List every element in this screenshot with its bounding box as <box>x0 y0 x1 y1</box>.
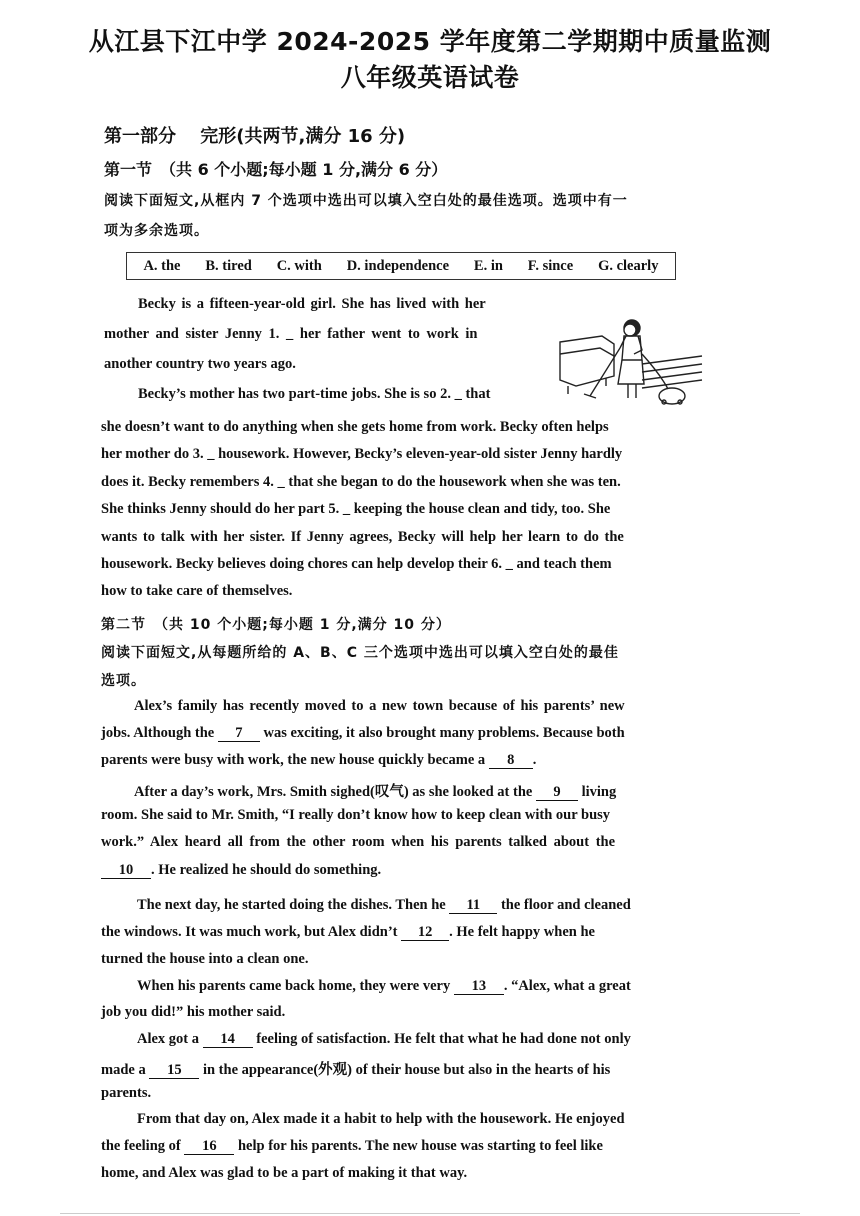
s2-text: . He felt happy when he <box>449 924 595 940</box>
s2-text: the floor and cleaned <box>500 897 631 913</box>
blank-14: 14 <box>203 1032 253 1048</box>
option-a: A. the <box>143 257 181 274</box>
blank-13: 13 <box>454 979 504 995</box>
s1-passage-line: housework. Becky believes doing chores can help develop their 6. _ and teach them <box>101 556 612 572</box>
s2-passage-line: Alex’s family has recently moved to a new town because of his parents’ new <box>134 698 625 714</box>
s2-passage-line: parents. <box>101 1085 152 1101</box>
page-bottom-divider <box>60 1213 800 1214</box>
s2-passage-line: home, and Alex was glad to be a part of making it that way. <box>101 1165 468 1181</box>
s2-passage-line <box>137 1031 631 1048</box>
s2-text: parents were busy with work, the new house quickly became a <box>101 752 486 768</box>
s2-passage-line: turned the house into a clean one. <box>101 951 309 967</box>
s2-text: The next day, he started doing the dishes. Then he <box>137 897 446 913</box>
exam-title-line2: 八年级英语试卷 <box>340 63 520 92</box>
s2-text: made a <box>101 1062 146 1078</box>
s1-passage-line: how to take care of themselves. <box>101 583 293 599</box>
blank-16: 16 <box>184 1139 234 1155</box>
s1-passage-line: She thinks Jenny should do her part 5. _ keeping the house clean and tidy, too. She <box>101 501 611 517</box>
blank-15: 15 <box>149 1063 199 1079</box>
option-b: B. tired <box>205 257 252 274</box>
s2-text: . He realized he should do something. <box>151 862 382 878</box>
s2-text: After a day’s work, Mrs. Smith sighed(叹气) as she looked at the <box>134 784 533 800</box>
s2-text: . “Alex, what a great <box>503 978 631 994</box>
section2-instruction-line1: 阅读下面短文,从每题所给的 A、B、C 三个选项中选出可以填入空白处的最佳 <box>101 645 619 661</box>
blank-10: 10 <box>101 863 151 879</box>
s2-passage-line <box>101 862 381 879</box>
girl-vacuuming-illustration <box>556 314 704 406</box>
options-box <box>126 252 676 280</box>
part1-heading: 第一部分 完形(共两节,满分 16 分) <box>104 126 406 147</box>
s2-passage-line: From that day on, Alex made it a habit to help with the housework. He enjoyed <box>137 1111 625 1127</box>
blank-8: 8 <box>489 753 533 769</box>
s2-passage-line: work.” Alex heard all from the other room when his parents talked about the <box>101 834 616 850</box>
s2-text: help for his parents. The new house was starting to feel like <box>237 1138 603 1154</box>
s2-passage-line: job you did!” his mother said. <box>101 1004 286 1020</box>
s2-passage-line <box>134 780 616 801</box>
s2-text: was exciting, it also brought many problems. Because both <box>263 725 625 741</box>
option-g: G. clearly <box>598 257 659 274</box>
s2-text: feeling of satisfaction. He felt that what he had done not only <box>256 1031 631 1047</box>
s2-passage-line: room. She said to Mr. Smith, “I really don’t know how to keep clean with our busy <box>101 807 611 823</box>
s1-passage-line: does it. Becky remembers 4. _ that she began to do the housework when she was ten. <box>101 474 621 490</box>
s1-passage-line: another country two years ago. <box>104 356 296 372</box>
s2-text: jobs. Although the <box>101 725 215 741</box>
exam-title-line1: 从江县下江中学 2024-2025 学年度第二学期期中质量监测 <box>88 27 772 56</box>
option-d: D. independence <box>346 257 450 274</box>
blank-11: 11 <box>449 898 497 914</box>
option-c: C. with <box>276 257 322 274</box>
section1-instruction-line2: 项为多余选项。 <box>104 223 209 239</box>
section1-heading: 第一节 （共 6 个小题;每小题 1 分,满分 6 分） <box>104 160 448 179</box>
s1-passage-line: she doesn’t want to do anything when she gets home from work. Becky often helps <box>101 419 609 435</box>
s1-passage-line: Becky is a fifteen-year-old girl. She has lived with her <box>138 296 486 312</box>
s1-passage-line: mother and sister Jenny 1. _ her father went to work in <box>104 326 478 342</box>
s2-text: When his parents came back home, they were very <box>137 978 451 994</box>
s1-passage-line: wants to talk with her sister. If Jenny agrees, Becky will help her learn to do the <box>101 529 624 545</box>
section2-instruction-line2: 选项。 <box>101 673 146 689</box>
s2-text: . <box>532 752 537 768</box>
blank-9: 9 <box>536 785 578 801</box>
s1-passage-line: her mother do 3. _ housework. However, Becky’s eleven-year-old sister Jenny hardly <box>101 446 623 462</box>
option-e: E. in <box>473 257 503 274</box>
s2-text: living <box>581 784 617 800</box>
s1-passage-line: Becky’s mother has two part-time jobs. She is so 2. _ that <box>138 386 491 402</box>
option-f: F. since <box>527 257 574 274</box>
s2-text: the feeling of <box>101 1138 181 1154</box>
blank-7: 7 <box>218 726 260 742</box>
blank-12: 12 <box>401 925 449 941</box>
s2-passage-line <box>101 1138 603 1155</box>
s2-passage-line <box>101 725 625 742</box>
s2-text: Alex got a <box>137 1031 200 1047</box>
s2-text: the windows. It was much work, but Alex didn’t <box>101 924 398 940</box>
s2-passage-line <box>101 924 595 941</box>
section1-instruction-line1: 阅读下面短文,从框内 7 个选项中选出可以填入空白处的最佳选项。选项中有一 <box>104 193 628 209</box>
s2-passage-line <box>137 978 631 995</box>
s2-text: in the appearance(外观) of their house but also in the hearts of his <box>202 1062 611 1078</box>
s2-passage-line <box>101 1058 610 1079</box>
s2-passage-line <box>137 897 631 914</box>
s2-passage-line <box>101 752 536 769</box>
section2-heading: 第二节 （共 10 个小题;每小题 1 分,满分 10 分） <box>101 617 451 633</box>
